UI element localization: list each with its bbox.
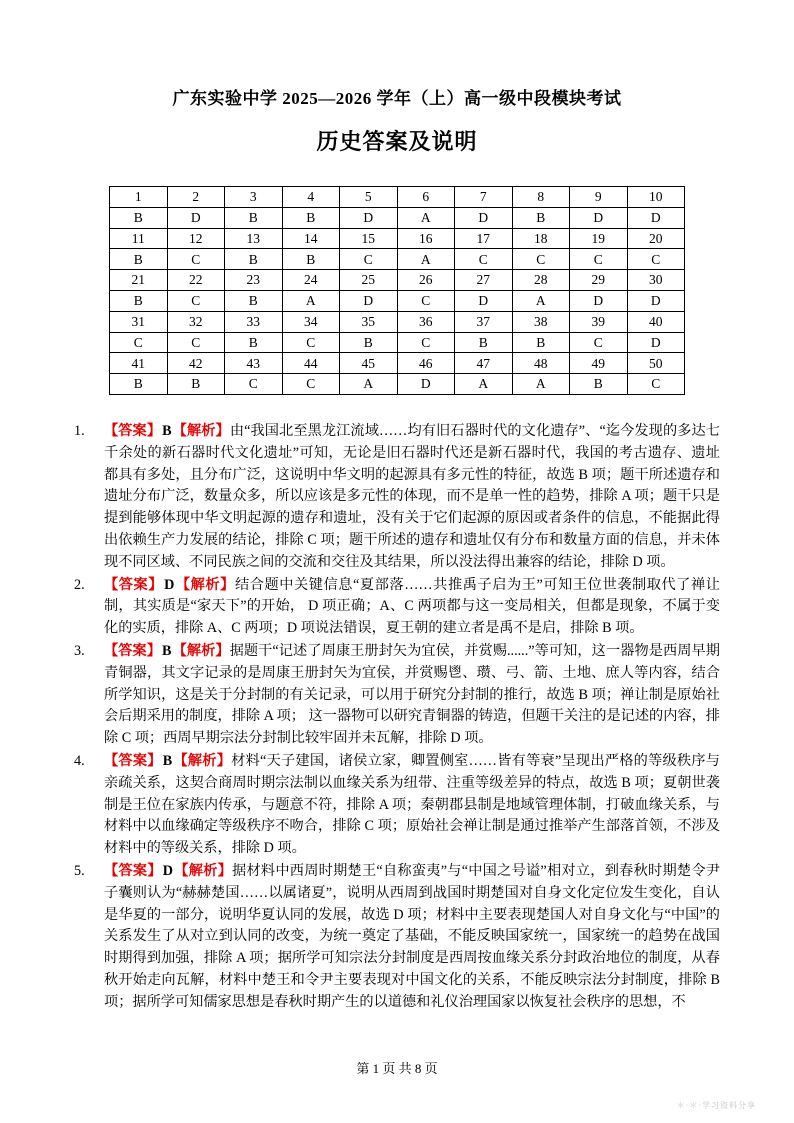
question-number-cell: 39 — [570, 311, 628, 332]
analysis-label: 【解析】 — [173, 752, 232, 769]
answer-cell: D — [340, 290, 398, 311]
question-number-cell: 48 — [512, 353, 570, 374]
analysis-label: 【解析】 — [175, 576, 235, 593]
answer-cell: B — [225, 207, 283, 228]
question-number-cell: 30 — [627, 270, 685, 291]
answer-cell: A — [340, 374, 398, 395]
answer-cell: B — [282, 207, 340, 228]
answer-letter: B — [162, 422, 172, 439]
answer-cell: C — [167, 332, 225, 353]
analysis-body: 结合题中关键信息“夏部落……共推禹子启为王”可知王位世袭制取代了禅让制，其实质是“家天下”的开始， D 项正确；A、C 两项都与这一变局相关，但都是现象，不属于变化的实质，排除 A、C 两项；D 项说法错误，夏王朝的建立者是禹不是启，排除 B 项。 — [104, 576, 720, 637]
question-number-cell: 7 — [455, 187, 513, 208]
explanation-text — [104, 751, 720, 860]
answer-cell: B — [225, 249, 283, 270]
answer-cell: D — [340, 207, 398, 228]
answer-row — [110, 374, 685, 395]
answer-cell: C — [455, 249, 513, 270]
page-footer: 第 1 页 共 8 页 — [356, 1061, 438, 1076]
question-number-cell: 44 — [282, 353, 340, 374]
question-number-cell: 31 — [110, 311, 168, 332]
answer-cell: C — [512, 249, 570, 270]
answer-cell: D — [627, 207, 685, 228]
answer-cell: C — [397, 332, 455, 353]
analysis-body: 据题干“记述了周康王册封矢为宜侯，并赏赐......”等可知，这一器物是西周早期青铜器，其文字记录的是周康王册封矢为宜侯，并赏赐鬯、瓒、弓、箭、土地、庶人等内容，结合所学知识，这是关于分封制的有关记录，可以用于研究分封制的推行，故选 B 项；禅让制是原始社会后期采用的制度，排除 A 项； 这一器物可以研究青铜器的铸造，但题干关注的是记述的内容，排除 C 项；西周早期宗法分封制比较牢固并未瓦解，排除 D 项。 — [104, 642, 720, 747]
question-number-cell: 25 — [340, 270, 398, 291]
question-number-cell: 42 — [167, 353, 225, 374]
question-number-cell: 38 — [512, 311, 570, 332]
explanation-number: 1. — [74, 422, 85, 439]
question-number-cell: 14 — [282, 228, 340, 249]
question-number-cell: 17 — [455, 228, 513, 249]
analysis-label: 【解析】 — [172, 422, 230, 439]
question-number-cell: 49 — [570, 353, 628, 374]
answer-cell: C — [570, 249, 628, 270]
answer-label: 【答案】 — [104, 862, 162, 879]
answer-table — [109, 186, 685, 395]
question-number-row — [110, 270, 685, 291]
answer-row — [110, 249, 685, 270]
question-number-cell: 26 — [397, 270, 455, 291]
question-number-cell: 50 — [627, 353, 685, 374]
answer-row — [110, 290, 685, 311]
answer-label: 【答案】 — [104, 422, 162, 439]
question-number-row — [110, 187, 685, 208]
analysis-body: 据材料中西周时期楚王“自称蛮夷”与“中国之号谥”相对立，到春秋时期楚令尹子囊则认为“赫赫楚国……以属诸夏”，说明从西周到战国时期楚国对自身文化定位发生变化，自认是华夏的一部分，说明华夏认同的发展，故选 D 项；材料中主要表现楚国人对自身文化与“中国”的关系发生了从对立到认同的改变，为统一奠定了基础，不能反映国家统一，国家统一的趋势在战国时期得到加强，排除 A 项；据所学可知宗法分封制度是西周按血缘关系分封政治地位的制度，从春秋开始走向瓦解，材料中楚王和令尹主要表现对中国文化的关系，不能反映宗法分封制度，排除 B 项；据所学可知儒家思想是春秋时期产生的以道德和礼仪治理国家以恢复社会秩序的思想，不 — [104, 862, 720, 1010]
answer-cell: D — [627, 290, 685, 311]
question-number-cell: 12 — [167, 228, 225, 249]
question-number-row — [110, 353, 685, 374]
explanation-number: 4. — [74, 752, 85, 769]
question-number-cell: 6 — [397, 187, 455, 208]
answer-cell: B — [110, 290, 168, 311]
question-number-cell: 32 — [167, 311, 225, 332]
answer-cell: D — [455, 207, 513, 228]
question-number-cell: 47 — [455, 353, 513, 374]
explanation-number: 3. — [74, 642, 85, 659]
question-number-cell: 28 — [512, 270, 570, 291]
answer-cell: B — [512, 332, 570, 353]
answer-row — [110, 332, 685, 353]
question-number-cell: 46 — [397, 353, 455, 374]
question-number-cell: 1 — [110, 187, 168, 208]
watermark: ＊·＊·学习资料分享 — [676, 1101, 756, 1110]
explanation-number: 5. — [74, 862, 85, 879]
question-number-row — [110, 228, 685, 249]
answer-cell: D — [570, 290, 628, 311]
answer-cell: C — [627, 249, 685, 270]
answer-label: 【答案】 — [104, 576, 164, 593]
question-number-cell: 13 — [225, 228, 283, 249]
explanation-text — [104, 575, 720, 640]
answer-key-title: 历史答案及说明 — [316, 129, 478, 154]
answer-cell: B — [110, 249, 168, 270]
explanation-item — [74, 421, 720, 574]
answer-cell: D — [397, 374, 455, 395]
answer-cell: A — [282, 290, 340, 311]
answer-cell: C — [340, 249, 398, 270]
answer-cell: C — [570, 332, 628, 353]
answer-cell: B — [455, 332, 513, 353]
answer-cell: C — [282, 374, 340, 395]
question-number-cell: 18 — [512, 228, 570, 249]
answer-cell: C — [167, 290, 225, 311]
answer-cell: B — [570, 374, 628, 395]
question-number-cell: 23 — [225, 270, 283, 291]
explanation-text — [104, 641, 720, 750]
question-number-cell: 37 — [455, 311, 513, 332]
explanation-text — [104, 421, 720, 574]
explanation-text — [104, 861, 720, 1014]
answer-cell: B — [225, 290, 283, 311]
question-number-cell: 11 — [110, 228, 168, 249]
answer-cell: C — [627, 374, 685, 395]
question-number-cell: 4 — [282, 187, 340, 208]
question-number-cell: 36 — [397, 311, 455, 332]
answer-cell: D — [167, 207, 225, 228]
question-number-cell: 27 — [455, 270, 513, 291]
answer-cell: D — [627, 332, 685, 353]
question-number-cell: 20 — [627, 228, 685, 249]
question-number-cell: 33 — [225, 311, 283, 332]
question-number-cell: 15 — [340, 228, 398, 249]
answer-letter: D — [164, 576, 175, 593]
question-number-cell: 2 — [167, 187, 225, 208]
question-number-cell: 24 — [282, 270, 340, 291]
explanation-item — [74, 575, 720, 640]
answer-cell: A — [397, 249, 455, 270]
answer-cell: A — [512, 374, 570, 395]
answer-cell: C — [167, 249, 225, 270]
explanation-list — [74, 421, 720, 1014]
analysis-label: 【解析】 — [172, 642, 230, 659]
answer-cell: C — [282, 332, 340, 353]
question-number-cell: 16 — [397, 228, 455, 249]
question-number-cell: 21 — [110, 270, 168, 291]
answer-cell: C — [110, 332, 168, 353]
question-number-cell: 3 — [225, 187, 283, 208]
answer-letter: B — [162, 752, 173, 769]
answer-cell: B — [282, 249, 340, 270]
answer-cell: B — [110, 374, 168, 395]
explanation-number: 2. — [74, 576, 85, 593]
answer-letter: B — [162, 642, 172, 659]
question-number-cell: 5 — [340, 187, 398, 208]
answer-cell: A — [397, 207, 455, 228]
question-number-cell: 8 — [512, 187, 570, 208]
question-number-cell: 45 — [340, 353, 398, 374]
answer-cell: D — [455, 290, 513, 311]
answer-cell: B — [110, 207, 168, 228]
answer-cell: C — [397, 290, 455, 311]
question-number-cell: 40 — [627, 311, 685, 332]
answer-cell: B — [512, 207, 570, 228]
answer-cell: B — [340, 332, 398, 353]
answer-label: 【答案】 — [104, 752, 162, 769]
answer-letter: D — [162, 862, 174, 879]
question-number-cell: 9 — [570, 187, 628, 208]
answer-row — [110, 207, 685, 228]
question-number-cell: 22 — [167, 270, 225, 291]
question-number-cell: 35 — [340, 311, 398, 332]
answer-cell: A — [455, 374, 513, 395]
answer-cell: D — [570, 207, 628, 228]
question-number-cell: 19 — [570, 228, 628, 249]
question-number-cell: 34 — [282, 311, 340, 332]
explanation-item — [74, 861, 720, 1014]
answer-label: 【答案】 — [104, 642, 162, 659]
analysis-body: 由“我国北至黑龙江流域……均有旧石器时代的文化遗存”、“迄今发现的多达七千余处的新石器时代文化遗址”可知，无论是旧石器时代还是新石器时代，我国的考古遗存、遗址都具有多处，且分布广泛，这说明中华文明的起源具有多元性的特征，故选 B 项；题干所述遗存和遗址分布广泛，数量众多，所以应该是多元性的体现，而不是单一性的趋势，排除 A 项；题干只是提到能够体现中华文明起源的遗存和遗址，没有关于它们起源的原因或者条件的信息，不能据此得出依赖生产力发展的结论，排除 C 项；题干所述的遗存和遗址仅有分布和数量方面的信息，并未体现不同区域、不同民族之间的交流和交往及其结果，所以没法得出兼容的结论，排除 D 项。 — [104, 422, 720, 570]
answer-cell: B — [225, 332, 283, 353]
exam-title: 广东实验中学 2025—2026 学年（上）高一级中段模块考试 — [172, 89, 622, 108]
question-number-cell: 43 — [225, 353, 283, 374]
question-number-cell: 41 — [110, 353, 168, 374]
answer-cell: A — [512, 290, 570, 311]
answer-cell: B — [167, 374, 225, 395]
explanation-item — [74, 641, 720, 750]
analysis-label: 【解析】 — [174, 862, 233, 879]
question-number-row — [110, 311, 685, 332]
explanation-item — [74, 751, 720, 860]
question-number-cell: 10 — [627, 187, 685, 208]
answer-cell: C — [225, 374, 283, 395]
question-number-cell: 29 — [570, 270, 628, 291]
analysis-body: 材料“天子建国，诸侯立家，卿置侧室……皆有等衰”呈现出严格的等级秩序与亲疏关系，这契合商周时期宗法制以血缘关系为纽带、注重等级差异的特点，故选 B 项；夏朝世袭制是王位在家族内传承，与题意不符，排除 A 项；秦朝郡县制是地域管理体制，打破血缘关系，与材料中以血缘确定等级秩序不吻合，排除 C 项；原始社会禅让制是通过推举产生部落首领，不涉及材料中的等级关系，排除 D 项。 — [104, 752, 720, 857]
